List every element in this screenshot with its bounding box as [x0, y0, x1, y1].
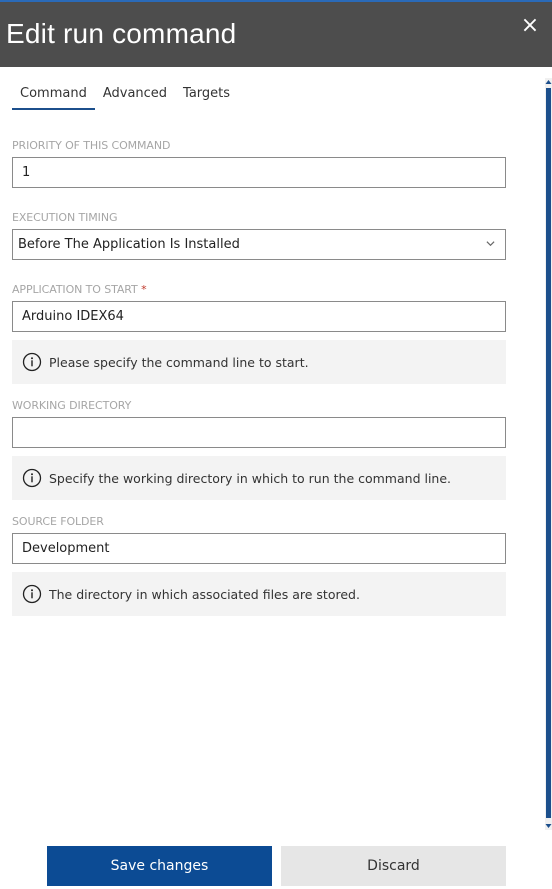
- source-folder-label: SOURCE FOLDER: [12, 515, 104, 528]
- info-icon: [22, 584, 42, 604]
- application-info-text: Please specify the command line to start.: [49, 354, 309, 370]
- scroll-up-arrow-icon[interactable]: [545, 78, 552, 86]
- save-changes-button[interactable]: Save changes: [47, 846, 272, 886]
- working-directory-info: [12, 456, 506, 500]
- page-title: Edit run command: [6, 18, 237, 49]
- discard-button[interactable]: Discard: [281, 846, 506, 886]
- tab-advanced[interactable]: Advanced: [102, 86, 168, 101]
- application-label: [12, 283, 146, 296]
- scrollbar-thumb[interactable]: [546, 88, 551, 818]
- chevron-down-icon: [486, 239, 495, 248]
- source-folder-info-text: The directory in which associated files are stored.: [49, 586, 360, 602]
- panel-header: [0, 0, 552, 67]
- close-icon[interactable]: ×: [520, 13, 540, 38]
- working-directory-input[interactable]: [12, 417, 506, 448]
- scrollbar[interactable]: [545, 78, 552, 830]
- tab-command[interactable]: Command: [12, 82, 95, 110]
- tab-bar: [12, 82, 238, 112]
- info-icon: [22, 352, 42, 372]
- tab-targets[interactable]: Targets: [183, 86, 231, 101]
- working-directory-label: WORKING DIRECTORY: [12, 399, 132, 412]
- priority-label: PRIORITY OF THIS COMMAND: [12, 139, 171, 152]
- source-folder-input[interactable]: Development: [12, 533, 506, 564]
- working-directory-info-text: Specify the working directory in which to run the command line.: [49, 470, 452, 486]
- info-icon: [22, 468, 42, 488]
- application-info: [12, 340, 506, 384]
- required-marker: *: [141, 283, 147, 296]
- scroll-down-arrow-icon[interactable]: [545, 822, 552, 830]
- execution-timing-label: EXECUTION TIMING: [12, 211, 118, 224]
- execution-timing-value: Before The Application Is Installed: [18, 237, 240, 252]
- priority-input[interactable]: 1: [12, 157, 506, 188]
- application-label-text: APPLICATION TO START: [12, 283, 138, 296]
- execution-timing-select[interactable]: [12, 229, 506, 260]
- source-folder-info: [12, 572, 506, 616]
- application-input[interactable]: Arduino IDEX64: [12, 301, 506, 332]
